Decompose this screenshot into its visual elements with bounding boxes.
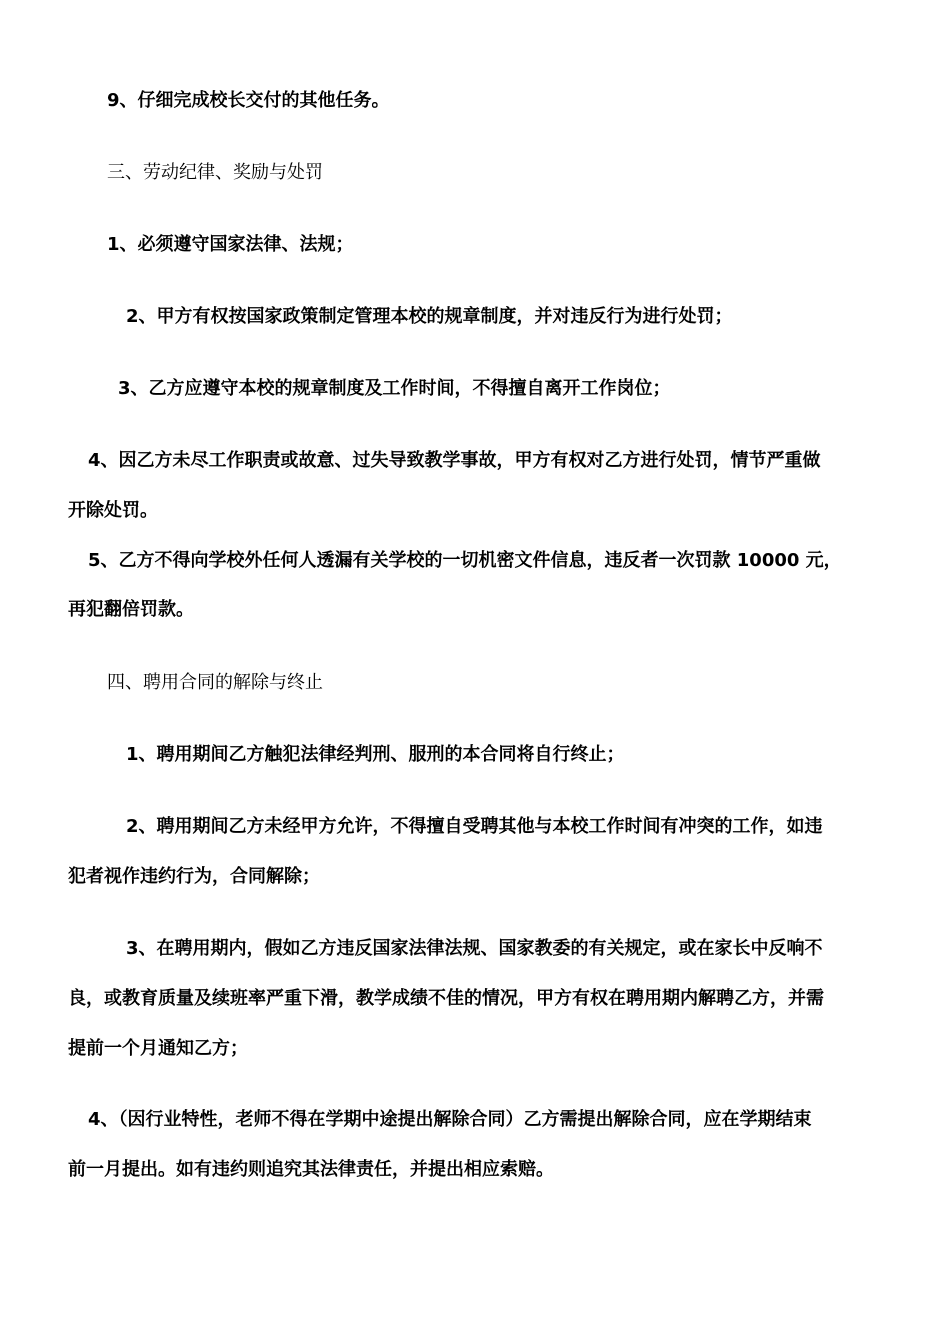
section-4-heading: 四、聘用合同的解除与终止 [107,672,323,693]
section-4-item-4-line-1: 4、（因行业特性，老师不得在学期中途提出解除合同）乙方需提出解除合同，应在学期结束 [88,1109,812,1130]
section-3-item-1: 1、必须遵守国家法律、法规； [107,234,354,255]
section-3-item-2: 2、甲方有权按国家政策制定管理本校的规章制度，并对违反行为进行处罚； [126,306,733,327]
section-3-item-3: 3、乙方应遵守本校的规章制度及工作时间，不得擅自离开工作岗位； [118,378,671,399]
section-4-item-3-line-1: 3、在聘用期内，假如乙方违反国家法律法规、国家教委的有关规定，或在家长中反响不 [126,938,823,959]
section-3-item-4-line-1: 4、因乙方未尽工作职责或故意、过失导致教学事故，甲方有权对乙方进行处罚，情节严重做 [88,450,821,471]
item-9-line: 9、仔细完成校长交付的其他任务。 [107,90,390,111]
section-4-item-1: 1、聘用期间乙方触犯法律经判刑、服刑的本合同将自行终止； [126,744,625,765]
section-3-item-5-line-2: 再犯翻倍罚款。 [68,599,194,620]
section-3-item-5-line-1: 5、乙方不得向学校外任何人透漏有关学校的一切机密文件信息，违反者一次罚款 10000 元， [88,550,842,571]
section-4-item-3-line-3: 提前一个月通知乙方； [68,1038,248,1059]
section-3-item-4-line-2: 开除处罚。 [68,500,158,521]
section-4-item-2-line-2: 犯者视作违约行为，合同解除； [68,866,320,887]
section-4-item-3-line-2: 良，或教育质量及续班率严重下滑，教学成绩不佳的情况，甲方有权在聘用期内解聘乙方，并需 [68,988,824,1009]
section-4-item-2-line-1: 2、聘用期间乙方未经甲方允许，不得擅自受聘其他与本校工作时间有冲突的工作，如违 [126,816,823,837]
section-4-item-4-line-2: 前一月提出。如有违约则追究其法律责任，并提出相应索赔。 [68,1159,554,1180]
section-3-heading: 三、劳动纪律、奖励与处罚 [107,162,323,183]
